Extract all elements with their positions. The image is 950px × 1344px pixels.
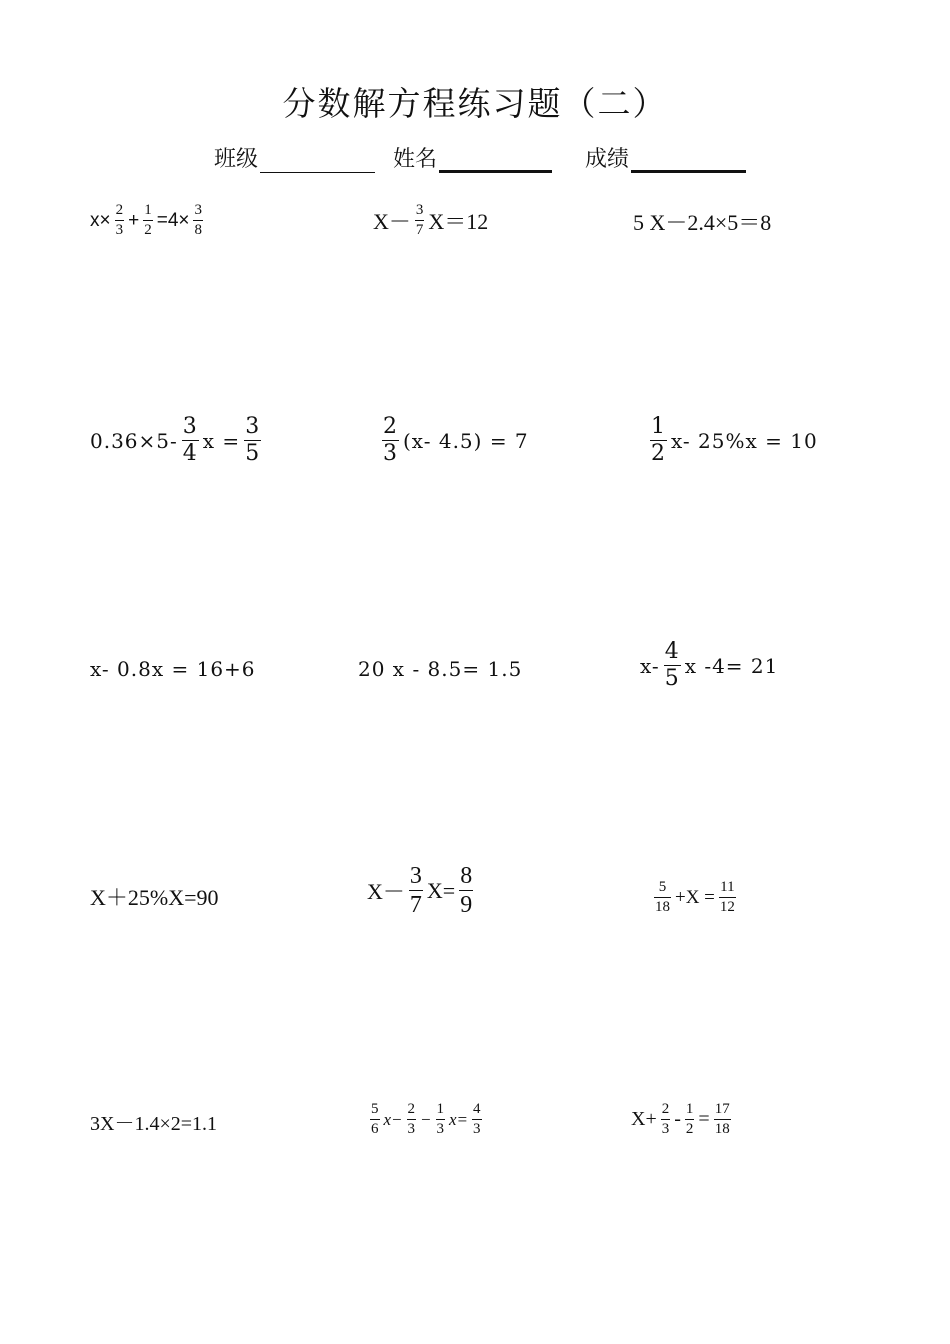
fraction [415,203,425,238]
denominator: 5 [245,441,261,466]
denominator: 9 [460,892,473,918]
fraction [436,1102,446,1137]
equation-1: x× $\frac{2}{3}$ + $\frac{1}{2}$ =4× $\frac{3}{8}$ [90,202,202,238]
numerator: 5 [371,1101,379,1117]
equation-11: X－ $\frac{3}{7}$ X= $\frac{8}{9}$ [367,863,473,918]
fraction [182,416,199,465]
fraction [654,880,671,915]
denominator: 7 [415,222,424,238]
equation-12: $\frac{5}{18}$ +X = $\frac{11}{12}$ [655,879,735,915]
equation-13: 3X－1.4×2=1.1 [90,1113,218,1135]
denominator: 8 [194,222,202,238]
fraction [459,864,473,917]
denominator: 18 [714,1121,730,1137]
numerator: 2 [383,414,398,439]
fraction [407,1102,417,1137]
fraction [719,880,736,915]
name-answer-line[interactable] [439,142,552,173]
numerator: 1 [144,202,152,218]
equation-6: $\frac{1}{2}$ x- 25%x = 10 [651,414,818,466]
class-answer-line[interactable] [260,144,375,173]
fraction [409,864,423,917]
fraction [244,416,261,465]
denominator: 3 [115,222,124,238]
denominator: 4 [182,441,198,466]
fraction [650,416,667,465]
denominator: 2 [651,441,666,466]
denominator: 7 [409,892,422,918]
numerator: 5 [658,879,667,895]
numerator: 2 [661,1101,670,1117]
name-field [393,142,552,173]
equation-3: 5 X－2.4×5＝8 [633,210,772,235]
fraction [382,416,399,465]
fraction [370,1102,380,1137]
fraction [472,1102,482,1137]
fraction [714,1102,731,1137]
equation-10: X＋25%X=90 [90,885,219,910]
denominator: 3 [473,1121,481,1137]
numerator: 1 [651,414,666,439]
equation-5: $\frac{2}{3}$ (x- 4.5) = 7 [383,414,529,466]
denominator: 3 [383,441,398,466]
numerator: 2 [407,1101,416,1117]
numerator: 3 [245,414,261,439]
denominator: 2 [685,1121,694,1137]
numerator: 8 [460,863,473,889]
equation-15: X+ $\frac{2}{3}$ - $\frac{1}{2}$ = $\frac{17}{18}$ [631,1101,730,1137]
numerator: 1 [436,1101,445,1117]
fraction [143,203,153,238]
numerator: 3 [415,202,424,218]
equation-14: $\frac{5}{6}$ x− $\frac{2}{3}$ − $\frac{1}{3}$ x= $\frac{4}{3}$ [371,1101,481,1137]
denominator: 5 [664,666,680,691]
numerator: 11 [720,879,735,895]
numerator: 2 [115,202,124,218]
class-field [214,142,375,173]
numerator: 3 [409,863,422,889]
denominator: 2 [144,222,152,238]
equation-2: X－ $\frac{3}{7}$ X＝12 [373,202,489,238]
denominator: 3 [436,1121,445,1137]
numerator: 17 [714,1101,730,1117]
numerator: 3 [194,202,202,218]
denominator: 6 [371,1121,379,1137]
class-label: 班级 [214,147,259,172]
numerator: 3 [182,414,198,439]
equation-8: 20 x - 8.5= 1.5 [358,657,523,681]
score-answer-line[interactable] [631,142,746,173]
score-field [585,142,746,173]
denominator: 3 [407,1121,416,1137]
fraction [661,1102,671,1137]
score-label: 成绩 [585,147,630,172]
equation-7: x- 0.8x = 16+6 [90,657,256,681]
denominator: 3 [661,1121,670,1137]
fraction [664,641,681,690]
equation-4: 0.36×5- $\frac{3}{4}$ x = $\frac{3}{5}$ [90,414,261,466]
numerator: 4 [473,1101,481,1117]
denominator: 12 [719,899,735,915]
fraction [115,203,125,238]
equation-9: x- $\frac{4}{5}$ x -4= 21 [640,639,779,691]
denominator: 18 [655,899,670,915]
name-label: 姓名 [393,147,438,172]
numerator: 1 [685,1101,694,1117]
numerator: 4 [664,639,680,664]
fraction [193,203,203,238]
page-title: 分数解方程练习题（二） [282,84,668,123]
fraction [685,1102,695,1137]
